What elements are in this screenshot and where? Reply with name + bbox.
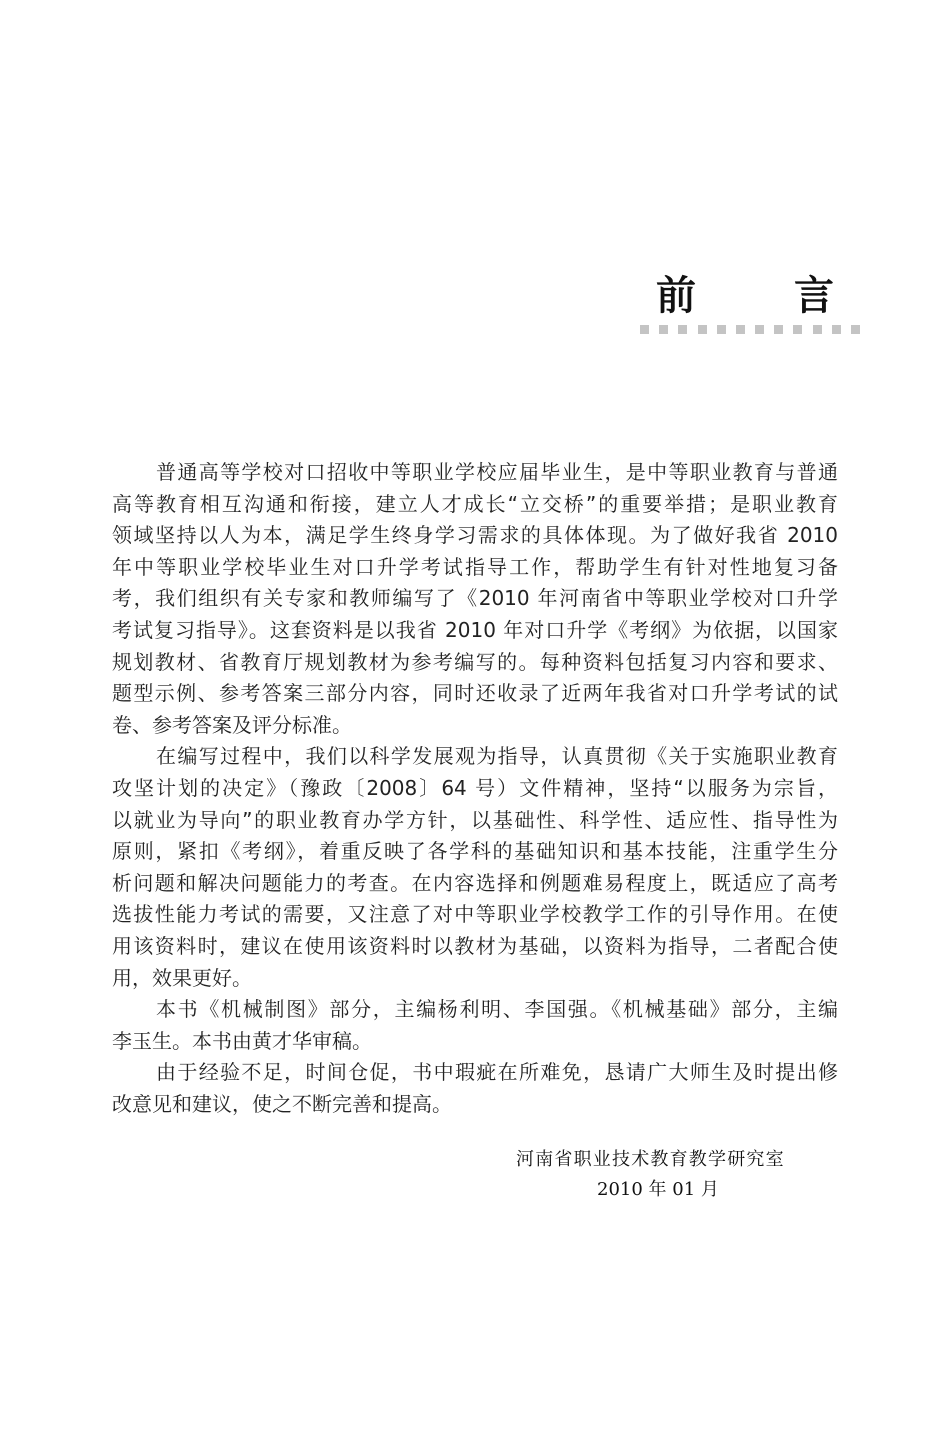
title-dotted-divider [640, 325, 860, 334]
paragraph [112, 1057, 838, 1120]
preface-body [112, 457, 838, 1120]
paragraph [112, 741, 838, 994]
paragraph-line: 领域坚持以人为本，满足学生终身学习需求的具体体现。为了做好我省 2010 [112, 523, 838, 548]
divider-dot [755, 325, 764, 334]
paragraph-line: 本书《机械制图》部分，主编杨利明、李国强。《机械基础》部分，主编 [156, 997, 838, 1022]
paragraph-line: 用，效果更好。 [112, 965, 252, 990]
title-char-2: 言 [794, 273, 834, 319]
divider-dot [678, 325, 687, 334]
paragraph-line: 用该资料时，建议在使用该资料时以教材为基础，以资料为指导，二者配合使 [112, 933, 838, 958]
paragraph-line: 在编写过程中，我们以科学发展观为指导，认真贯彻《关于实施职业教育 [156, 744, 838, 769]
paragraph-line: 李玉生。本书由黄才华审稿。 [112, 1028, 372, 1053]
paragraph-line: 改意见和建议，使之不断完善和提高。 [112, 1091, 452, 1116]
paragraph-line: 题型示例、参考答案三部分内容，同时还收录了近两年我省对口升学考试的试 [112, 681, 838, 706]
paragraph [112, 457, 838, 741]
divider-dot [659, 325, 668, 334]
divider-dot [813, 325, 822, 334]
divider-dot [717, 325, 726, 334]
divider-dot [793, 325, 802, 334]
paragraph-line: 以就业为导向”的职业教育办学方针，以基础性、科学性、适应性、指导性为 [112, 807, 838, 832]
paragraph-line: 普通高等学校对口招收中等职业学校应届毕业生，是中等职业教育与普通 [156, 460, 838, 484]
divider-dot [774, 325, 783, 334]
paragraph-line: 规划教材、省教育厅规划教材为参考编写的。每种资料包括复习内容和要求、 [112, 649, 838, 674]
paragraph-line: 考，我们组织有关专家和教师编写了《2010 年河南省中等职业学校对口升学 [112, 586, 838, 611]
paragraph-line: 年中等职业学校毕业生对口升学考试指导工作，帮助学生有针对性地复习备 [112, 554, 838, 579]
signature-organization: 河南省职业技术教育教学研究室 [516, 1149, 785, 1170]
divider-dot [851, 325, 860, 334]
divider-dot [698, 325, 707, 334]
paragraph-line: 原则，紧扣《考纲》，着重反映了各学科的基础知识和基本技能，注重学生分 [112, 839, 838, 864]
divider-dot [832, 325, 841, 334]
paragraph-line: 析问题和解决问题能力的考查。在内容选择和例题难易程度上，既适应了高考 [112, 870, 838, 895]
paragraph-line: 卷、参考答案及评分标准。 [112, 712, 352, 737]
title-char-1: 前 [656, 273, 696, 319]
divider-dot [640, 325, 649, 334]
paragraph [112, 994, 838, 1057]
divider-dot [736, 325, 745, 334]
paragraph-line: 考试复习指导》。这套资料是以我省 2010 年对口升学《考纲》为依据，以国家 [112, 617, 838, 642]
paragraph-line: 攻坚计划的决定》（豫政〔2008〕64 号）文件精神，坚持“以服务为宗旨， [112, 775, 838, 800]
paragraph-line: 由于经验不足，时间仓促，书中瑕疵在所难免，恳请广大师生及时提出修 [156, 1060, 838, 1085]
paragraph-line: 高等教育相互沟通和衔接，建立人才成长“立交桥”的重要举措；是职业教育 [112, 491, 838, 516]
signature-date: 2010 年 01 月 [597, 1179, 719, 1200]
paragraph-line: 选拔性能力考试的需要，又注意了对中等职业学校教学工作的引导作用。在使 [112, 902, 838, 927]
